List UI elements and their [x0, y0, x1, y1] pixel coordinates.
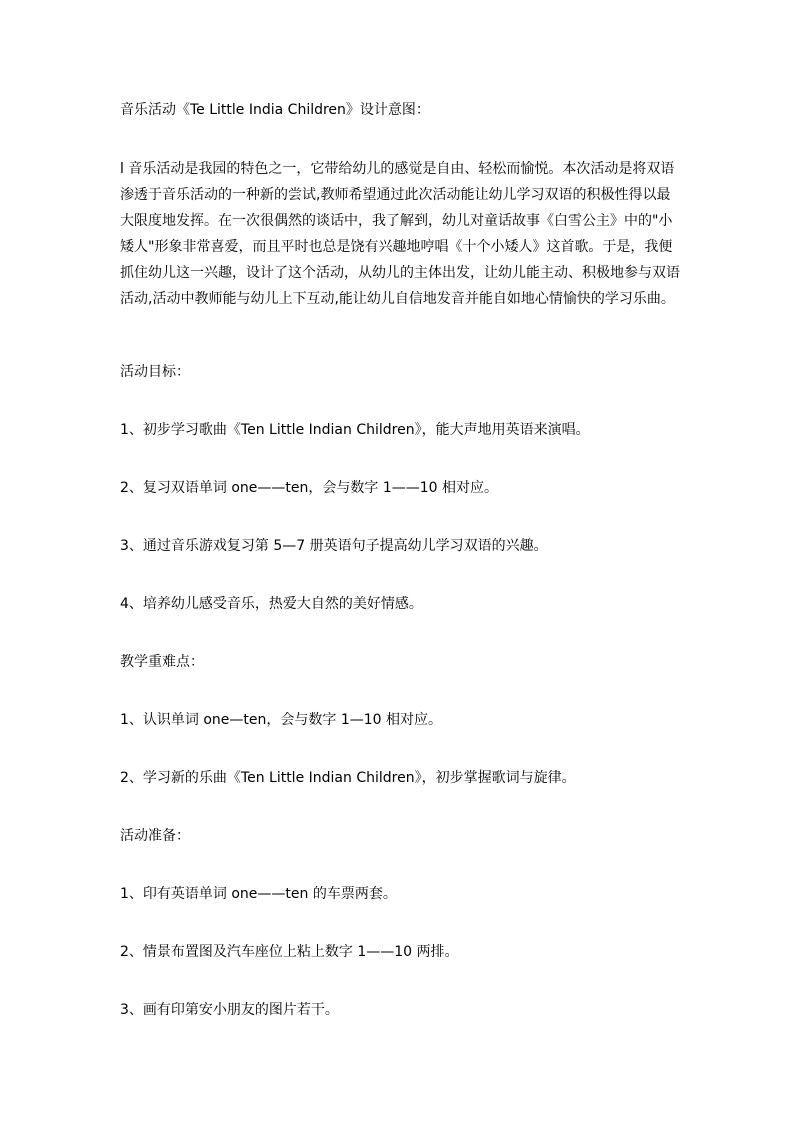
- key-points-heading: 教学重难点：: [120, 654, 204, 670]
- goal-item: 3、通过音乐游戏复习第 5—7 册英语句子提高幼儿学习双语的兴趣。: [120, 538, 548, 554]
- preparation-item: 2、情景布置图及汽车座位上粘上数字 1——10 两排。: [120, 944, 459, 960]
- key-point-item: 2、学习新的乐曲《Ten Little Indian Children》，初步掌握歌词与旋律。: [120, 770, 576, 786]
- intro-line: 渗透于音乐活动的一种新的尝试,教师希望通过此次活动能让幼儿学习双语的积极性得以最: [120, 187, 671, 203]
- goal-item: 1、初步学习歌曲《Ten Little Indian Children》，能大声地用英语来演唱。: [120, 422, 590, 438]
- intro-line: 矮人"形象非常喜爱，而且平时也总是饶有兴趣地哼唱《十个小矮人》这首歌。于是，我便: [120, 239, 673, 255]
- document-title: 音乐活动《Te Little India Children》设计意图：: [120, 102, 430, 118]
- intro-line: l 音乐活动是我园的特色之一，它带给幼儿的感觉是自由、轻松而愉悦。本次活动是将双语: [120, 161, 675, 177]
- intro-line: 抓住幼儿这一兴趣，设计了这个活动，从幼儿的主体出发，让幼儿能主动、积极地参与双语: [120, 265, 680, 281]
- goals-heading: 活动目标：: [120, 364, 190, 380]
- key-point-item: 1、认识单词 one—ten，会与数字 1—10 相对应。: [120, 712, 443, 728]
- intro-paragraph: [120, 156, 680, 312]
- preparation-heading: 活动准备：: [120, 828, 190, 844]
- preparation-item: 3、画有印第安小朋友的图片若干。: [120, 1002, 339, 1018]
- intro-line: 大限度地发挥。在一次很偶然的谈话中，我了解到，幼儿对童话故事《白雪公主》中的"小: [120, 213, 673, 229]
- goal-item: 2、复习双语单词 one——ten，会与数字 1——10 相对应。: [120, 480, 499, 496]
- goal-item: 4、培养幼儿感受音乐，热爱大自然的美好情感。: [120, 596, 423, 612]
- intro-line: 活动,活动中教师能与幼儿上下互动,能让幼儿自信地发音并能自如地心情愉快的学习乐曲。: [120, 291, 675, 307]
- preparation-item: 1、印有英语单词 one——ten 的车票两套。: [120, 886, 397, 902]
